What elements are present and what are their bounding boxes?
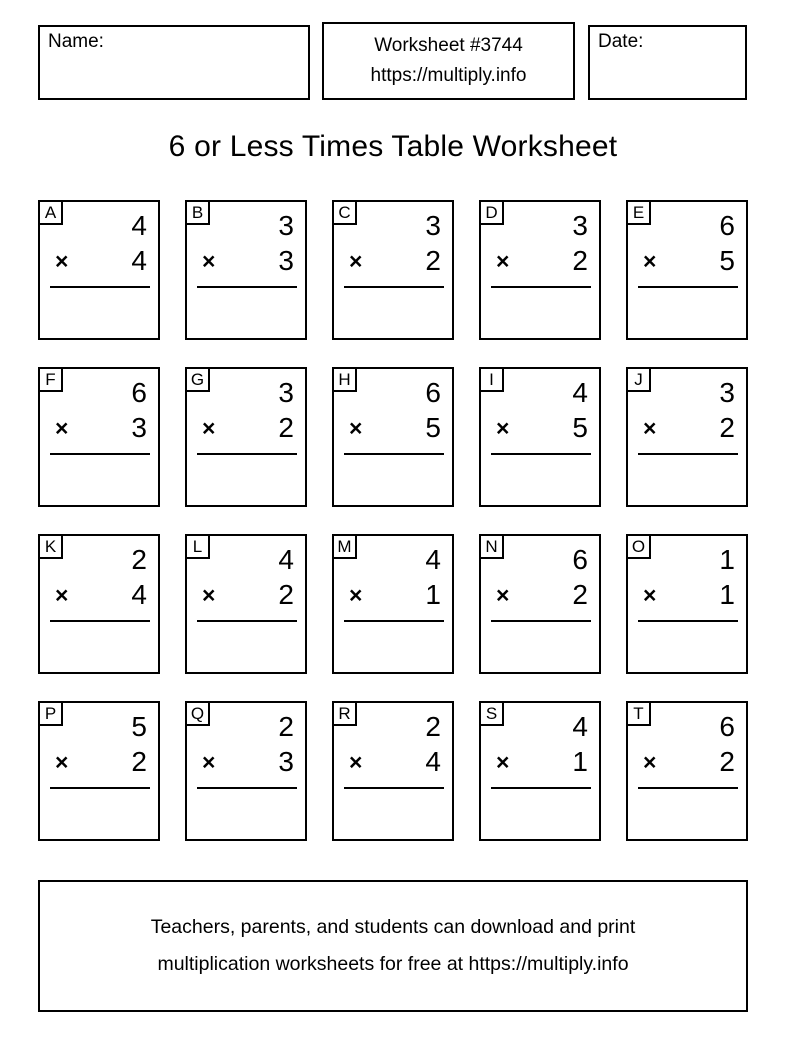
multiplier: 2 [131,746,147,777]
problem-box [185,701,307,841]
answer-space [334,288,452,338]
answer-space [481,789,599,839]
multiply-icon: × [349,582,363,608]
multiply-icon: × [496,415,510,441]
multiply-icon: × [349,749,363,775]
multiply-icon: × [202,749,216,775]
multiplier: 2 [278,579,294,610]
problem-label: L [192,536,203,556]
multiplier: 4 [425,746,441,777]
problem-box [626,701,748,841]
multiplicand: 6 [131,377,147,408]
answer-space [40,789,158,839]
multiplier: 2 [719,412,735,443]
multiply-icon: × [202,248,216,274]
multiplicand: 2 [131,544,147,575]
multiplier: 3 [278,746,294,777]
problem-label: Q [190,703,205,723]
problem-label-box [332,534,357,559]
name-label: Name: [48,31,104,52]
answer-space [187,622,305,672]
multiply-icon: × [643,248,657,274]
multiplier: 3 [278,245,294,276]
problem-box [479,200,601,340]
problem-box [626,534,748,674]
problem-label-box [332,200,357,225]
answer-space [187,288,305,338]
multiplier: 3 [131,412,147,443]
multiplicand: 5 [131,711,147,742]
multiplicand: 6 [719,210,735,241]
problem-label-box [479,200,504,225]
answer-space [187,789,305,839]
problem-label-box [332,701,357,726]
problem-label-box [626,534,651,559]
worksheet-url: https://multiply.info [370,65,527,86]
problem-box [332,367,454,507]
answer-space [334,455,452,505]
multiply-icon: × [349,248,363,274]
problem-box [185,534,307,674]
problem-label-box [38,534,63,559]
problem-label: H [338,369,351,389]
date-label: Date: [598,31,644,52]
problem-box [332,534,454,674]
multiplicand: 6 [425,377,441,408]
multiplicand: 3 [278,210,294,241]
problem-label: O [631,536,646,556]
problem-label-box [185,200,210,225]
multiplicand: 3 [572,210,588,241]
answer-space [628,455,746,505]
answer-space [628,789,746,839]
answer-space [628,288,746,338]
multiplicand: 4 [131,210,147,241]
multiplier: 5 [719,245,735,276]
problem-label: P [44,703,57,723]
multiplier: 1 [425,579,441,610]
multiplicand: 4 [425,544,441,575]
problem-label-box [38,701,63,726]
multiply-icon: × [643,749,657,775]
problem-label-box [626,701,651,726]
problem-label-box [332,367,357,392]
answer-space [334,622,452,672]
answer-space [481,455,599,505]
problem-box [185,367,307,507]
problem-box [332,200,454,340]
multiplier: 4 [131,579,147,610]
date-box [588,25,747,100]
multiplicand: 4 [572,377,588,408]
multiplier: 2 [572,245,588,276]
multiplier: 2 [278,412,294,443]
answer-space [40,288,158,338]
problem-label: C [338,202,351,222]
problem-label-box [479,367,504,392]
problems-grid [38,200,748,841]
multiplier: 4 [131,245,147,276]
multiplicand: 3 [278,377,294,408]
problem-label-box [479,534,504,559]
answer-space [40,622,158,672]
multiplicand: 4 [278,544,294,575]
multiplier: 2 [719,746,735,777]
problem-box [185,200,307,340]
problem-label: J [634,369,643,389]
multiplier: 2 [572,579,588,610]
multiply-icon: × [202,415,216,441]
problem-box [38,701,160,841]
multiplier: 5 [425,412,441,443]
multiply-icon: × [55,248,69,274]
worksheet-number: Worksheet #3744 [374,35,523,56]
multiply-icon: × [202,582,216,608]
problem-label: S [485,703,498,723]
problem-label-box [38,200,63,225]
page-title: 6 or Less Times Table Worksheet [168,130,618,163]
problem-box [626,200,748,340]
name-box [38,25,310,100]
multiplier: 2 [425,245,441,276]
multiply-icon: × [643,415,657,441]
problem-label: F [45,369,56,389]
multiply-icon: × [349,415,363,441]
problem-label: E [632,202,645,222]
answer-space [334,789,452,839]
problem-box [479,701,601,841]
multiplicand: 2 [425,711,441,742]
problem-label-box [185,701,210,726]
problem-label-box [185,367,210,392]
problem-label: K [44,536,57,556]
multiplicand: 6 [572,544,588,575]
multiplier: 5 [572,412,588,443]
multiply-icon: × [55,749,69,775]
answer-space [481,622,599,672]
problem-label: T [633,703,644,723]
problem-label-box [626,367,651,392]
problem-label: N [485,536,498,556]
problem-box [38,200,160,340]
multiply-icon: × [496,248,510,274]
problem-label: G [190,369,205,389]
problem-box [626,367,748,507]
problem-label-box [185,534,210,559]
answer-space [40,455,158,505]
multiply-icon: × [55,415,69,441]
problem-label-box [479,701,504,726]
footer-box [38,880,748,1012]
problem-label: M [337,536,352,556]
problem-box [332,701,454,841]
answer-space [628,622,746,672]
multiply-icon: × [55,582,69,608]
problem-box [38,534,160,674]
multiplier: 1 [719,579,735,610]
multiplicand: 2 [278,711,294,742]
problem-label: B [191,202,204,222]
problem-label-box [38,367,63,392]
answer-space [481,288,599,338]
footer-line1: Teachers, parents, and students can download and print [150,916,636,938]
multiply-icon: × [496,582,510,608]
problem-label-box [626,200,651,225]
multiplicand: 3 [425,210,441,241]
problem-label: D [485,202,498,222]
multiplicand: 6 [719,711,735,742]
multiply-icon: × [496,749,510,775]
multiplicand: 1 [719,544,735,575]
answer-space [187,455,305,505]
problem-box [38,367,160,507]
multiplicand: 3 [719,377,735,408]
multiplicand: 4 [572,711,588,742]
problem-box [479,534,601,674]
problem-label: A [44,202,57,222]
problem-label: I [489,369,494,389]
problem-label: R [338,703,351,723]
multiply-icon: × [643,582,657,608]
worksheet-info-box [322,22,575,100]
multiplier: 1 [572,746,588,777]
problem-box [479,367,601,507]
footer-line2: multiplication worksheets for free at https://multiply.info [157,953,629,975]
